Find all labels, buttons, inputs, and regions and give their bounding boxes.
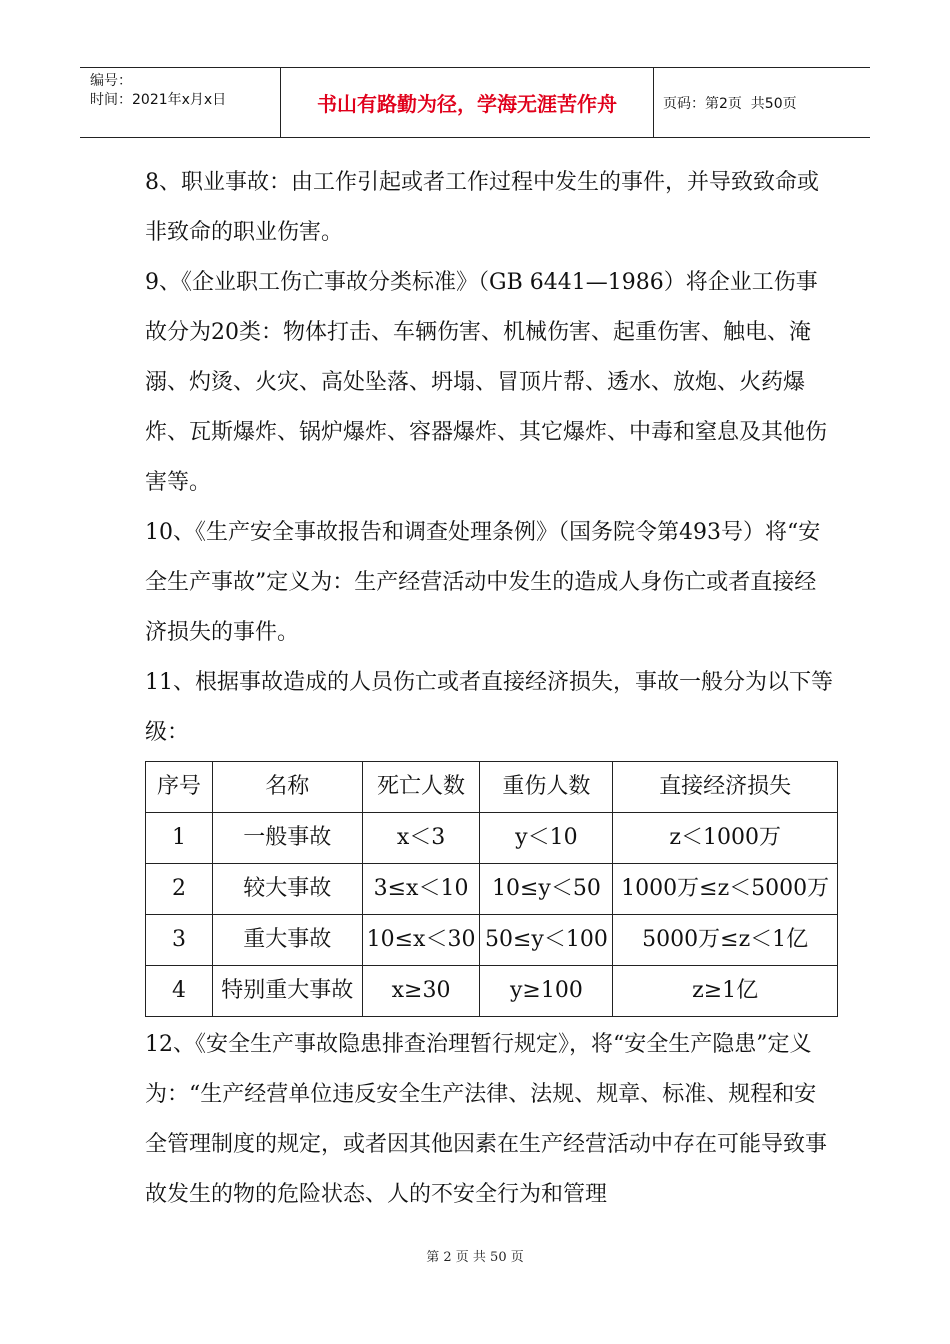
- table-cell: x≥30: [362, 966, 480, 1017]
- table-row: [146, 864, 838, 915]
- table-cell: y≥100: [480, 966, 613, 1017]
- document-time-label: 时间：2021年x月x日: [90, 92, 227, 108]
- table-header-cell: 名称: [212, 762, 362, 813]
- document-body: [145, 158, 835, 1220]
- table-cell: 特别重大事故: [212, 966, 362, 1017]
- table-header-cell: 死亡人数: [362, 762, 480, 813]
- paragraph-9: 9、《企业职工伤亡事故分类标准》（GB 6441—1986）将企业工伤事故分为20类：物体打击、车辆伤害、机械伤害、起重伤害、触电、淹溺、灼烫、火灾、高处坠落、坍塌、冒顶片帮、透水、放炮、火药爆炸、瓦斯爆炸、锅炉爆炸、容器爆炸、其它爆炸、中毒和窒息及其他伤害等。: [145, 270, 828, 495]
- table-cell: z＜1000万: [613, 813, 838, 864]
- header-page-info-text: 页码：第2页 共50页: [663, 95, 797, 112]
- document-number-label: 编号：: [90, 73, 132, 89]
- paragraph-10: 10、《生产安全事故报告和调查处理条例》（国务院令第493号）将“安全生产事故”定义为：生产经营活动中发生的造成人身伤亡或者直接经济损失的事件。: [145, 520, 821, 645]
- table-cell: 10≤y＜50: [480, 864, 613, 915]
- table-header-row: [146, 762, 838, 813]
- accident-grade-table: [145, 761, 838, 1017]
- table-cell: 1000万≤z＜5000万: [613, 864, 838, 915]
- header-motto: 书山有路勤为径，学海无涯苦作舟: [281, 68, 654, 137]
- paragraph-12: 12、《安全生产事故隐患排查治理暂行规定》，将“安全生产隐患”定义为：“生产经营单位违反安全生产法律、法规、规章、标准、规程和安全管理制度的规定，或者因其他因素在生产经营活动中存在可能导致事故发生的物的危险状态、人的不安全行为和管理: [145, 1032, 828, 1207]
- table-cell: 4: [146, 966, 213, 1017]
- table-header-cell: 序号: [146, 762, 213, 813]
- table-cell: 3≤x＜10: [362, 864, 480, 915]
- table-cell: y＜10: [480, 813, 613, 864]
- table-header-cell: 重伤人数: [480, 762, 613, 813]
- table-header-cell: 直接经济损失: [613, 762, 838, 813]
- table-cell: 重大事故: [212, 915, 362, 966]
- table-cell: 较大事故: [212, 864, 362, 915]
- page-header: [80, 67, 870, 138]
- header-page-info: [654, 68, 870, 137]
- table-cell: 2: [146, 864, 213, 915]
- table-row: [146, 966, 838, 1017]
- table-cell: 10≤x＜30: [362, 915, 480, 966]
- paragraph-11: 11、根据事故造成的人员伤亡或者直接经济损失，事故一般分为以下等级：: [145, 670, 833, 745]
- table-cell: 一般事故: [212, 813, 362, 864]
- paragraph-8: 8、职业事故：由工作引起或者工作过程中发生的事件，并导致致命或非致命的职业伤害。: [145, 170, 819, 245]
- page-footer: 第 2 页 共 50 页: [426, 1250, 524, 1265]
- table-cell: z≥1亿: [613, 966, 838, 1017]
- header-meta: [80, 68, 281, 137]
- table-cell: 5000万≤z＜1亿: [613, 915, 838, 966]
- table-cell: x＜3: [362, 813, 480, 864]
- table-cell: 1: [146, 813, 213, 864]
- table-cell: 50≤y＜100: [480, 915, 613, 966]
- table-cell: 3: [146, 915, 213, 966]
- table-row: [146, 813, 838, 864]
- table-row: [146, 915, 838, 966]
